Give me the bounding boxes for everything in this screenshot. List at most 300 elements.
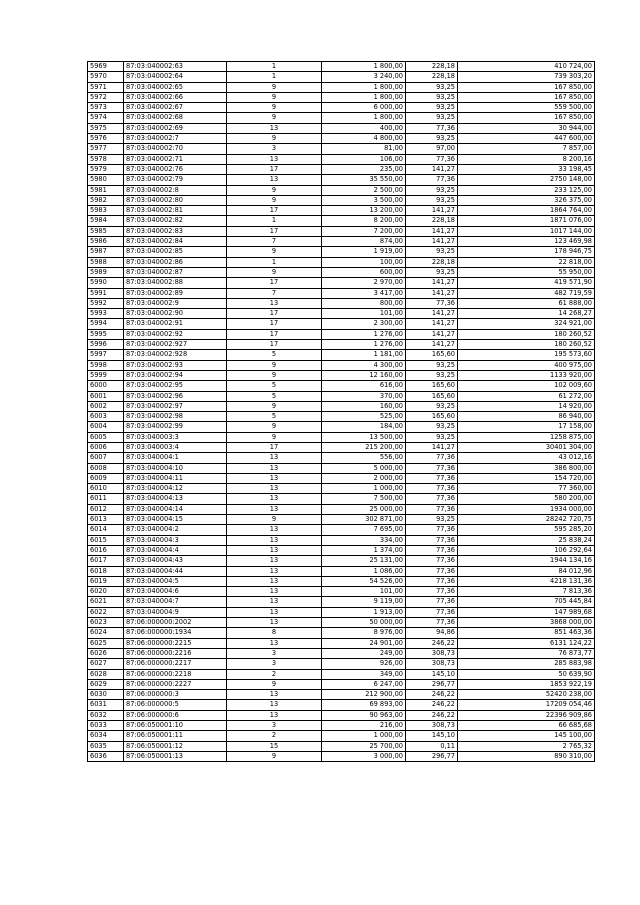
zone-cell: 9 (227, 195, 322, 205)
rate-cell: 228,18 (406, 62, 458, 72)
cadastral-number-cell: 87:06:000000:1934 (124, 628, 227, 638)
cadastral-number-cell: 87:03:040002:9 (124, 298, 227, 308)
rate-cell: 308,73 (406, 659, 458, 669)
table-row (88, 422, 595, 432)
table-row (88, 195, 595, 205)
area-cell: 25 131,00 (322, 556, 406, 566)
cadastral-number-cell: 87:03:040004:3 (124, 535, 227, 545)
cadastral-number-cell: 87:03:040002:80 (124, 195, 227, 205)
value-cell: 180 260,52 (458, 340, 595, 350)
value-cell: 43 012,16 (458, 453, 595, 463)
table-row (88, 278, 595, 288)
cadastral-number-cell: 87:03:040002:87 (124, 267, 227, 277)
table-row (88, 237, 595, 247)
area-cell: 13 200,00 (322, 206, 406, 216)
area-cell: 800,00 (322, 298, 406, 308)
zone-cell: 9 (227, 401, 322, 411)
rate-cell: 141,27 (406, 226, 458, 236)
table-row (88, 267, 595, 277)
value-cell: 739 303,20 (458, 72, 595, 82)
value-cell: 61 888,00 (458, 298, 595, 308)
table-row (88, 494, 595, 504)
row-number: 5990 (88, 278, 124, 288)
zone-cell: 7 (227, 237, 322, 247)
table-row (88, 741, 595, 751)
row-number: 5978 (88, 154, 124, 164)
value-cell: 22396 909,86 (458, 710, 595, 720)
table-row (88, 432, 595, 442)
rate-cell: 77,36 (406, 576, 458, 586)
area-cell: 600,00 (322, 267, 406, 277)
value-cell: 25 838,24 (458, 535, 595, 545)
row-number: 5999 (88, 370, 124, 380)
cadastral-number-cell: 87:03:040004:7 (124, 597, 227, 607)
zone-cell: 8 (227, 628, 322, 638)
value-cell: 1871 076,00 (458, 216, 595, 226)
value-cell: 1258 875,00 (458, 432, 595, 442)
cadastral-number-cell: 87:06:000000:5 (124, 700, 227, 710)
cadastral-number-cell: 87:03:040004:12 (124, 484, 227, 494)
zone-cell: 13 (227, 576, 322, 586)
table-row (88, 370, 595, 380)
rate-cell: 77,36 (406, 587, 458, 597)
value-cell: 84 012,96 (458, 566, 595, 576)
value-cell: 14 268,27 (458, 309, 595, 319)
cadastral-number-cell: 87:06:050001:11 (124, 731, 227, 741)
zone-cell: 13 (227, 607, 322, 617)
area-cell: 1 913,00 (322, 607, 406, 617)
zone-cell: 1 (227, 216, 322, 226)
value-cell: 324 921,00 (458, 319, 595, 329)
cadastral-number-cell: 87:03:040002:92 (124, 329, 227, 339)
table-row (88, 638, 595, 648)
row-number: 5974 (88, 113, 124, 123)
zone-cell: 13 (227, 154, 322, 164)
zone-cell: 9 (227, 751, 322, 761)
value-cell: 7 813,36 (458, 587, 595, 597)
table-row (88, 566, 595, 576)
row-number: 6005 (88, 432, 124, 442)
value-cell: 1133 920,00 (458, 370, 595, 380)
row-number: 5985 (88, 226, 124, 236)
rate-cell: 93,25 (406, 432, 458, 442)
cadastral-number-cell: 87:03:040004:4 (124, 545, 227, 555)
row-number: 5969 (88, 62, 124, 72)
table-row (88, 618, 595, 628)
value-cell: 55 950,00 (458, 267, 595, 277)
area-cell: 1 800,00 (322, 62, 406, 72)
row-number: 5973 (88, 103, 124, 113)
cadastral-number-cell: 87:03:040002:79 (124, 175, 227, 185)
area-cell: 216,00 (322, 721, 406, 731)
rate-cell: 93,25 (406, 92, 458, 102)
table-row (88, 144, 595, 154)
cadastral-number-cell: 87:03:040004:6 (124, 587, 227, 597)
area-cell: 3 000,00 (322, 751, 406, 761)
rate-cell: 228,18 (406, 257, 458, 267)
cadastral-number-cell: 87:03:040002:70 (124, 144, 227, 154)
area-cell: 9 119,00 (322, 597, 406, 607)
rate-cell: 141,27 (406, 309, 458, 319)
rate-cell: 93,25 (406, 401, 458, 411)
area-cell: 525,00 (322, 412, 406, 422)
zone-cell: 9 (227, 679, 322, 689)
table-row (88, 515, 595, 525)
row-number: 5983 (88, 206, 124, 216)
row-number: 6011 (88, 494, 124, 504)
cadastral-number-cell: 87:03:040002:64 (124, 72, 227, 82)
table-row (88, 453, 595, 463)
table-row (88, 247, 595, 257)
row-number: 5976 (88, 134, 124, 144)
rate-cell: 141,27 (406, 278, 458, 288)
cadastral-number-cell: 87:03:040002:928 (124, 350, 227, 360)
zone-cell: 13 (227, 597, 322, 607)
cadastral-number-cell: 87:03:040004:11 (124, 473, 227, 483)
cadastral-number-cell: 87:03:040002:65 (124, 82, 227, 92)
value-cell: 195 573,60 (458, 350, 595, 360)
table-row (88, 113, 595, 123)
area-cell: 2 300,00 (322, 319, 406, 329)
value-cell: 180 260,52 (458, 329, 595, 339)
table-row (88, 721, 595, 731)
table-row (88, 607, 595, 617)
zone-cell: 17 (227, 206, 322, 216)
rate-cell: 77,36 (406, 154, 458, 164)
zone-cell: 9 (227, 247, 322, 257)
value-cell: 595 285,20 (458, 525, 595, 535)
value-cell: 419 571,90 (458, 278, 595, 288)
row-number: 5971 (88, 82, 124, 92)
area-cell: 24 901,00 (322, 638, 406, 648)
value-cell: 400 975,00 (458, 360, 595, 370)
cadastral-number-cell: 87:03:040002:91 (124, 319, 227, 329)
row-number: 5996 (88, 340, 124, 350)
cadastral-number-cell: 87:03:040002:7 (124, 134, 227, 144)
value-cell: 77 360,00 (458, 484, 595, 494)
cadastral-number-cell: 87:03:040002:8 (124, 185, 227, 195)
rate-cell: 93,25 (406, 267, 458, 277)
area-cell: 3 500,00 (322, 195, 406, 205)
cadastral-number-cell: 87:03:040002:66 (124, 92, 227, 102)
rate-cell: 141,27 (406, 319, 458, 329)
row-number: 6029 (88, 679, 124, 689)
row-number: 5975 (88, 123, 124, 133)
value-cell: 17 158,00 (458, 422, 595, 432)
cadastral-number-cell: 87:03:040002:84 (124, 237, 227, 247)
rate-cell: 93,25 (406, 247, 458, 257)
table-row (88, 628, 595, 638)
area-cell: 6 247,00 (322, 679, 406, 689)
zone-cell: 9 (227, 113, 322, 123)
cadastral-number-cell: 87:03:040002:86 (124, 257, 227, 267)
cadastral-number-cell: 87:03:040002:99 (124, 422, 227, 432)
area-cell: 3 240,00 (322, 72, 406, 82)
row-number: 5986 (88, 237, 124, 247)
area-cell: 249,00 (322, 648, 406, 658)
value-cell: 1864 764,00 (458, 206, 595, 216)
zone-cell: 3 (227, 721, 322, 731)
row-number: 6003 (88, 412, 124, 422)
rate-cell: 77,36 (406, 566, 458, 576)
table-row (88, 164, 595, 174)
table-row (88, 504, 595, 514)
cadastral-number-cell: 87:03:040002:89 (124, 288, 227, 298)
row-number: 5982 (88, 195, 124, 205)
value-cell: 102 009,60 (458, 381, 595, 391)
row-number: 6013 (88, 515, 124, 525)
zone-cell: 5 (227, 391, 322, 401)
rate-cell: 77,36 (406, 175, 458, 185)
table-row (88, 185, 595, 195)
area-cell: 100,00 (322, 257, 406, 267)
rate-cell: 77,36 (406, 607, 458, 617)
cadastral-number-cell: 87:03:040002:95 (124, 381, 227, 391)
zone-cell: 13 (227, 710, 322, 720)
area-cell: 334,00 (322, 535, 406, 545)
rate-cell: 246,22 (406, 690, 458, 700)
rate-cell: 141,27 (406, 329, 458, 339)
area-cell: 2 970,00 (322, 278, 406, 288)
area-cell: 54 526,00 (322, 576, 406, 586)
zone-cell: 5 (227, 350, 322, 360)
row-number: 6008 (88, 463, 124, 473)
area-cell: 184,00 (322, 422, 406, 432)
row-number: 5995 (88, 329, 124, 339)
rate-cell: 77,36 (406, 463, 458, 473)
table-row (88, 700, 595, 710)
zone-cell: 13 (227, 638, 322, 648)
table-row (88, 669, 595, 679)
value-cell: 2750 148,00 (458, 175, 595, 185)
table-row (88, 391, 595, 401)
cadastral-number-cell: 87:03:040002:67 (124, 103, 227, 113)
zone-cell: 13 (227, 545, 322, 555)
table-row (88, 401, 595, 411)
row-number: 5970 (88, 72, 124, 82)
table-row (88, 484, 595, 494)
rate-cell: 97,00 (406, 144, 458, 154)
table-row (88, 154, 595, 164)
value-cell: 482 719,59 (458, 288, 595, 298)
row-number: 5991 (88, 288, 124, 298)
zone-cell: 13 (227, 535, 322, 545)
zone-cell: 3 (227, 144, 322, 154)
row-number: 6024 (88, 628, 124, 638)
row-number: 6035 (88, 741, 124, 751)
table-row (88, 216, 595, 226)
cadastral-number-cell: 87:03:040003:3 (124, 432, 227, 442)
row-number: 5980 (88, 175, 124, 185)
area-cell: 12 160,00 (322, 370, 406, 380)
cadastral-number-cell: 87:06:000000:2215 (124, 638, 227, 648)
table-row (88, 329, 595, 339)
zone-cell: 1 (227, 257, 322, 267)
row-number: 6000 (88, 381, 124, 391)
zone-cell: 13 (227, 566, 322, 576)
cadastral-number-cell: 87:03:040002:83 (124, 226, 227, 236)
area-cell: 4 800,00 (322, 134, 406, 144)
row-number: 6007 (88, 453, 124, 463)
cadastral-number-cell: 87:03:040002:96 (124, 391, 227, 401)
cadastral-number-cell: 87:06:050001:13 (124, 751, 227, 761)
rate-cell: 93,25 (406, 422, 458, 432)
table-row (88, 62, 595, 72)
table-row (88, 659, 595, 669)
table-row (88, 381, 595, 391)
value-cell: 30 944,00 (458, 123, 595, 133)
zone-cell: 13 (227, 298, 322, 308)
cadastral-number-cell: 87:03:040003:4 (124, 442, 227, 452)
value-cell: 386 800,00 (458, 463, 595, 473)
cadastral-number-cell: 87:03:040002:82 (124, 216, 227, 226)
rate-cell: 165,60 (406, 391, 458, 401)
area-cell: 235,00 (322, 164, 406, 174)
area-cell: 13 500,00 (322, 432, 406, 442)
table-row (88, 545, 595, 555)
area-cell: 400,00 (322, 123, 406, 133)
zone-cell: 13 (227, 690, 322, 700)
row-number: 6019 (88, 576, 124, 586)
row-number: 5981 (88, 185, 124, 195)
zone-cell: 1 (227, 62, 322, 72)
rate-cell: 93,25 (406, 113, 458, 123)
table-row (88, 350, 595, 360)
table-row (88, 648, 595, 658)
area-cell: 5 000,00 (322, 463, 406, 473)
value-cell: 705 445,84 (458, 597, 595, 607)
zone-cell: 9 (227, 422, 322, 432)
zone-cell: 13 (227, 587, 322, 597)
row-number: 6026 (88, 648, 124, 658)
cadastral-number-cell: 87:03:040002:94 (124, 370, 227, 380)
rate-cell: 77,36 (406, 453, 458, 463)
value-cell: 1853 922,19 (458, 679, 595, 689)
table-row (88, 360, 595, 370)
area-cell: 370,00 (322, 391, 406, 401)
row-number: 6010 (88, 484, 124, 494)
row-number: 6017 (88, 556, 124, 566)
area-cell: 1 374,00 (322, 545, 406, 555)
value-cell: 7 857,00 (458, 144, 595, 154)
value-cell: 17209 054,46 (458, 700, 595, 710)
zone-cell: 9 (227, 267, 322, 277)
table-row (88, 473, 595, 483)
cadastral-number-cell: 87:03:040002:927 (124, 340, 227, 350)
cadastral-number-cell: 87:06:050001:12 (124, 741, 227, 751)
row-number: 5979 (88, 164, 124, 174)
rate-cell: 77,36 (406, 123, 458, 133)
rate-cell: 77,36 (406, 473, 458, 483)
area-cell: 25 700,00 (322, 741, 406, 751)
zone-cell: 9 (227, 185, 322, 195)
area-cell: 4 300,00 (322, 360, 406, 370)
row-number: 6006 (88, 442, 124, 452)
row-number: 6036 (88, 751, 124, 761)
cadastral-number-cell: 87:03:040002:85 (124, 247, 227, 257)
value-cell: 1944 134,16 (458, 556, 595, 566)
row-number: 6030 (88, 690, 124, 700)
table-row (88, 525, 595, 535)
row-number: 6020 (88, 587, 124, 597)
value-cell: 147 989,68 (458, 607, 595, 617)
row-number: 6023 (88, 618, 124, 628)
value-cell: 154 720,00 (458, 473, 595, 483)
area-cell: 2 000,00 (322, 473, 406, 483)
row-number: 6032 (88, 710, 124, 720)
rate-cell: 228,18 (406, 216, 458, 226)
table-row (88, 690, 595, 700)
zone-cell: 17 (227, 329, 322, 339)
zone-cell: 13 (227, 700, 322, 710)
table-row (88, 309, 595, 319)
row-number: 6028 (88, 669, 124, 679)
cadastral-number-cell: 87:03:040002:98 (124, 412, 227, 422)
zone-cell: 2 (227, 731, 322, 741)
area-cell: 160,00 (322, 401, 406, 411)
value-cell: 28242 720,75 (458, 515, 595, 525)
cadastral-value-table (87, 61, 595, 762)
zone-cell: 15 (227, 741, 322, 751)
table-row (88, 298, 595, 308)
row-number: 5972 (88, 92, 124, 102)
value-cell: 86 940,00 (458, 412, 595, 422)
rate-cell: 93,25 (406, 360, 458, 370)
rate-cell: 77,36 (406, 545, 458, 555)
cadastral-number-cell: 87:03:040004:13 (124, 494, 227, 504)
cadastral-number-cell: 87:03:040004:9 (124, 607, 227, 617)
rate-cell: 93,25 (406, 185, 458, 195)
zone-cell: 9 (227, 134, 322, 144)
cadastral-number-cell: 87:03:040004:15 (124, 515, 227, 525)
row-number: 6004 (88, 422, 124, 432)
area-cell: 8 976,00 (322, 628, 406, 638)
value-cell: 76 873,77 (458, 648, 595, 658)
zone-cell: 13 (227, 525, 322, 535)
rate-cell: 77,36 (406, 535, 458, 545)
row-number: 6015 (88, 535, 124, 545)
value-cell: 410 724,00 (458, 62, 595, 72)
value-cell: 145 100,00 (458, 731, 595, 741)
row-number: 6027 (88, 659, 124, 669)
row-number: 6018 (88, 566, 124, 576)
value-cell: 1017 144,00 (458, 226, 595, 236)
rate-cell: 93,25 (406, 195, 458, 205)
area-cell: 69 893,00 (322, 700, 406, 710)
rate-cell: 246,22 (406, 638, 458, 648)
area-cell: 106,00 (322, 154, 406, 164)
zone-cell: 13 (227, 175, 322, 185)
table-row (88, 103, 595, 113)
value-cell: 559 500,00 (458, 103, 595, 113)
area-cell: 1 000,00 (322, 484, 406, 494)
zone-cell: 9 (227, 360, 322, 370)
table-row (88, 134, 595, 144)
row-number: 5989 (88, 267, 124, 277)
rate-cell: 141,27 (406, 206, 458, 216)
row-number: 6012 (88, 504, 124, 514)
table-row (88, 123, 595, 133)
zone-cell: 1 (227, 72, 322, 82)
table-row (88, 587, 595, 597)
row-number: 6031 (88, 700, 124, 710)
cadastral-number-cell: 87:06:000000:2002 (124, 618, 227, 628)
zone-cell: 17 (227, 340, 322, 350)
value-cell: 233 125,00 (458, 185, 595, 195)
rate-cell: 141,27 (406, 288, 458, 298)
zone-cell: 17 (227, 278, 322, 288)
table-row (88, 319, 595, 329)
